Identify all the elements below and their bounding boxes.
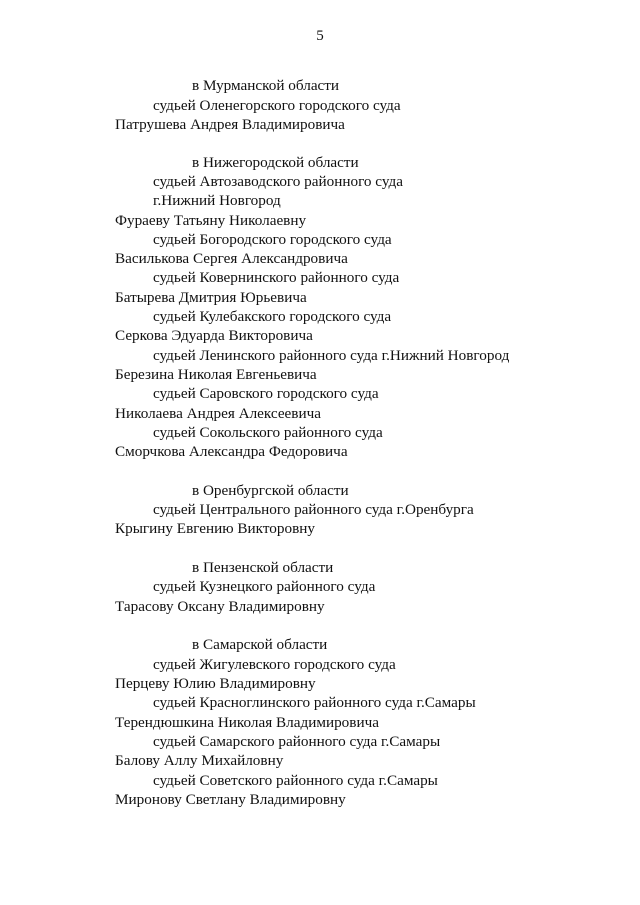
court-line: судьей Оленегорского городского суда (153, 97, 401, 114)
court-line: судьей Саровского городского суда (153, 385, 379, 402)
court-line: судьей Богородского городского суда (153, 231, 392, 248)
region-heading: в Пензенской области (192, 559, 334, 576)
judge-name: Тарасову Оксану Владимировну (115, 598, 325, 615)
judge-name: Николаева Андрея Алексеевича (115, 405, 321, 422)
judge-name: Балову Аллу Михайловну (115, 752, 284, 769)
judge-name: Батырева Дмитрия Юрьевича (115, 289, 307, 306)
court-line: судьей Ковернинского районного суда (153, 269, 400, 286)
region-heading: в Оренбургской области (192, 482, 349, 499)
court-line: судьей Сокольского районного суда (153, 424, 383, 441)
judge-name: Миронову Светлану Владимировну (115, 791, 346, 808)
court-line: судьей Советского районного суда г.Самары (153, 772, 438, 789)
court-line: г.Нижний Новгород (153, 192, 281, 209)
court-line: судьей Самарского районного суда г.Самары (153, 733, 441, 750)
judge-name: Фураеву Татьяну Николаевну (115, 212, 307, 229)
judge-name: Терендюшкина Николая Владимировича (115, 714, 379, 731)
court-line: судьей Автозаводского районного суда (153, 173, 403, 190)
judge-name: Василькова Сергея Александровича (115, 250, 348, 267)
region-heading: в Нижегородской области (192, 154, 359, 171)
judge-name: Сморчкова Александра Федоровича (115, 443, 348, 460)
judge-name: Перцеву Юлию Владимировну (115, 675, 316, 692)
court-line: судьей Кузнецкого районного суда (153, 578, 376, 595)
judge-name: Серкова Эдуарда Викторовича (115, 327, 313, 344)
court-line: судьей Кулебакского городского суда (153, 308, 392, 325)
court-line: судьей Красноглинского районного суда г.Самары (153, 694, 476, 711)
judge-name: Патрушева Андрея Владимировича (115, 116, 345, 133)
region-heading: в Самарской области (192, 636, 328, 653)
judge-name: Крыгину Евгению Викторовну (115, 520, 315, 537)
court-line: судьей Жигулевского городского суда (153, 656, 396, 673)
region-heading: в Мурманской области (192, 77, 340, 94)
court-line: судьей Центрального районного суда г.Оренбурга (153, 501, 474, 518)
court-line: судьей Ленинского районного суда г.Нижний Новгород (153, 347, 510, 364)
judge-name: Березина Николая Евгеньевича (115, 366, 317, 383)
page-number: 5 (316, 28, 324, 44)
